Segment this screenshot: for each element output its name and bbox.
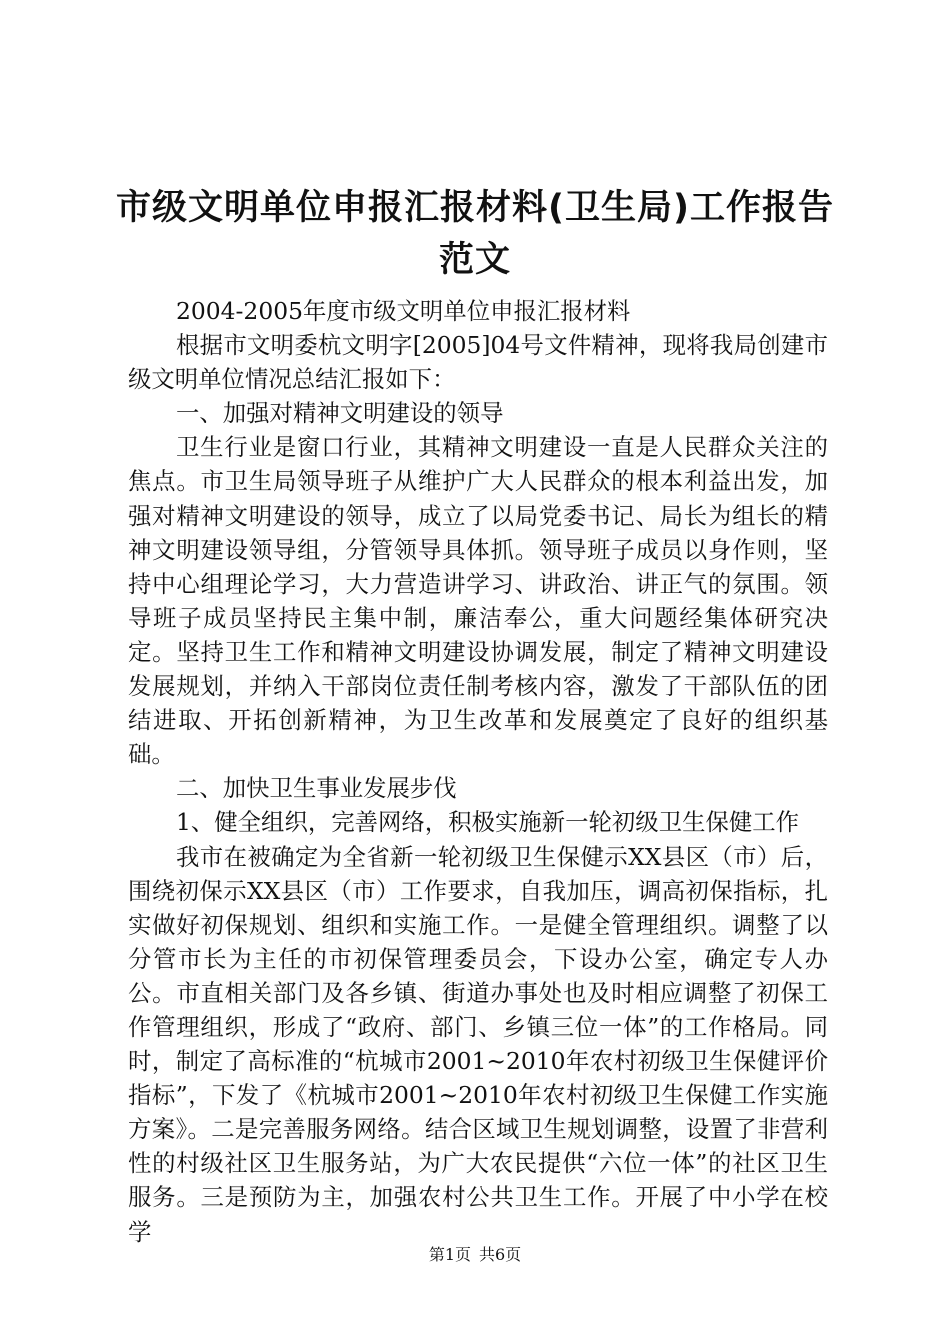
page-number: 第1页 — [428, 1245, 471, 1264]
section-heading-2: 二、加快卫生事业发展步伐 — [176, 774, 457, 803]
document-title: 市级文明单位申报汇报材料(卫生局)工作报告范文 — [116, 188, 834, 280]
subsection-heading-1: 1、健全组织，完善网络，积极实施新一轮初级卫生保健工作 — [176, 808, 800, 837]
paragraph-subsection-1: 我市在被确定为全省新一轮初级卫生保健示XX县区（市）后，围绕初保示XX县区（市）工作要求，自我加压，调高初保指标，扎实做好初保规划、组织和实施工作。一是健全管理组织。调整了以分管市长为主任的市初保管理委员会，下设办公室，确定专人办公。市直相关部门及各乡镇、街道办事处也及时相应调整了初保工作管理组织，形成了“政府、部门、乡镇三位一体”的工作格局。同时，制定了高标准的“杭城市2001~2010年农村初级卫生保健评价指标”，下发了《杭城市2001~2010年农村初级卫生保健工作实施方案》。二是完善服务网络。结合区域卫生规划调整，设置了非营利性的村级社区卫生服务站，为广大农民提供“六位一体”的社区卫生服务。三是预防为主，加强农村公共卫生工作。开展了中小学在校学 — [128, 842, 828, 1246]
paragraph-intro: 根据市文明委杭文明字[2005]04号文件精神，现将我局创建市级文明单位情况总结汇报如下： — [128, 331, 828, 394]
paragraph-subtitle: 2004-2005年度市级文明单位申报汇报材料 — [176, 297, 631, 325]
section-heading-1: 一、加强对精神文明建设的领导 — [176, 399, 504, 428]
page-total: 共6页 — [479, 1245, 522, 1264]
page-footer — [0, 1244, 950, 1266]
document-body — [128, 294, 828, 1249]
paragraph-section-1: 卫生行业是窗口行业，其精神文明建设一直是人民群众关注的焦点。市卫生局领导班子从维护广大人民群众的根本利益出发，加强对精神文明建设的领导，成立了以局党委书记、局长为组长的精神文明建设领导组，分管领导具体抓。领导班子成员以身作则，坚持中心组理论学习，大力营造讲学习、讲政治、讲正气的氛围。领导班子成员坚持民主集中制，廉洁奉公，重大问题经集体研究决定。坚持卫生工作和精神文明建设协调发展，制定了精神文明建设发展规划，并纳入干部岗位责任制考核内容，激发了干部队伍的团结进取、开拓创新精神，为卫生改革和发展奠定了良好的组织基础。 — [128, 433, 828, 769]
